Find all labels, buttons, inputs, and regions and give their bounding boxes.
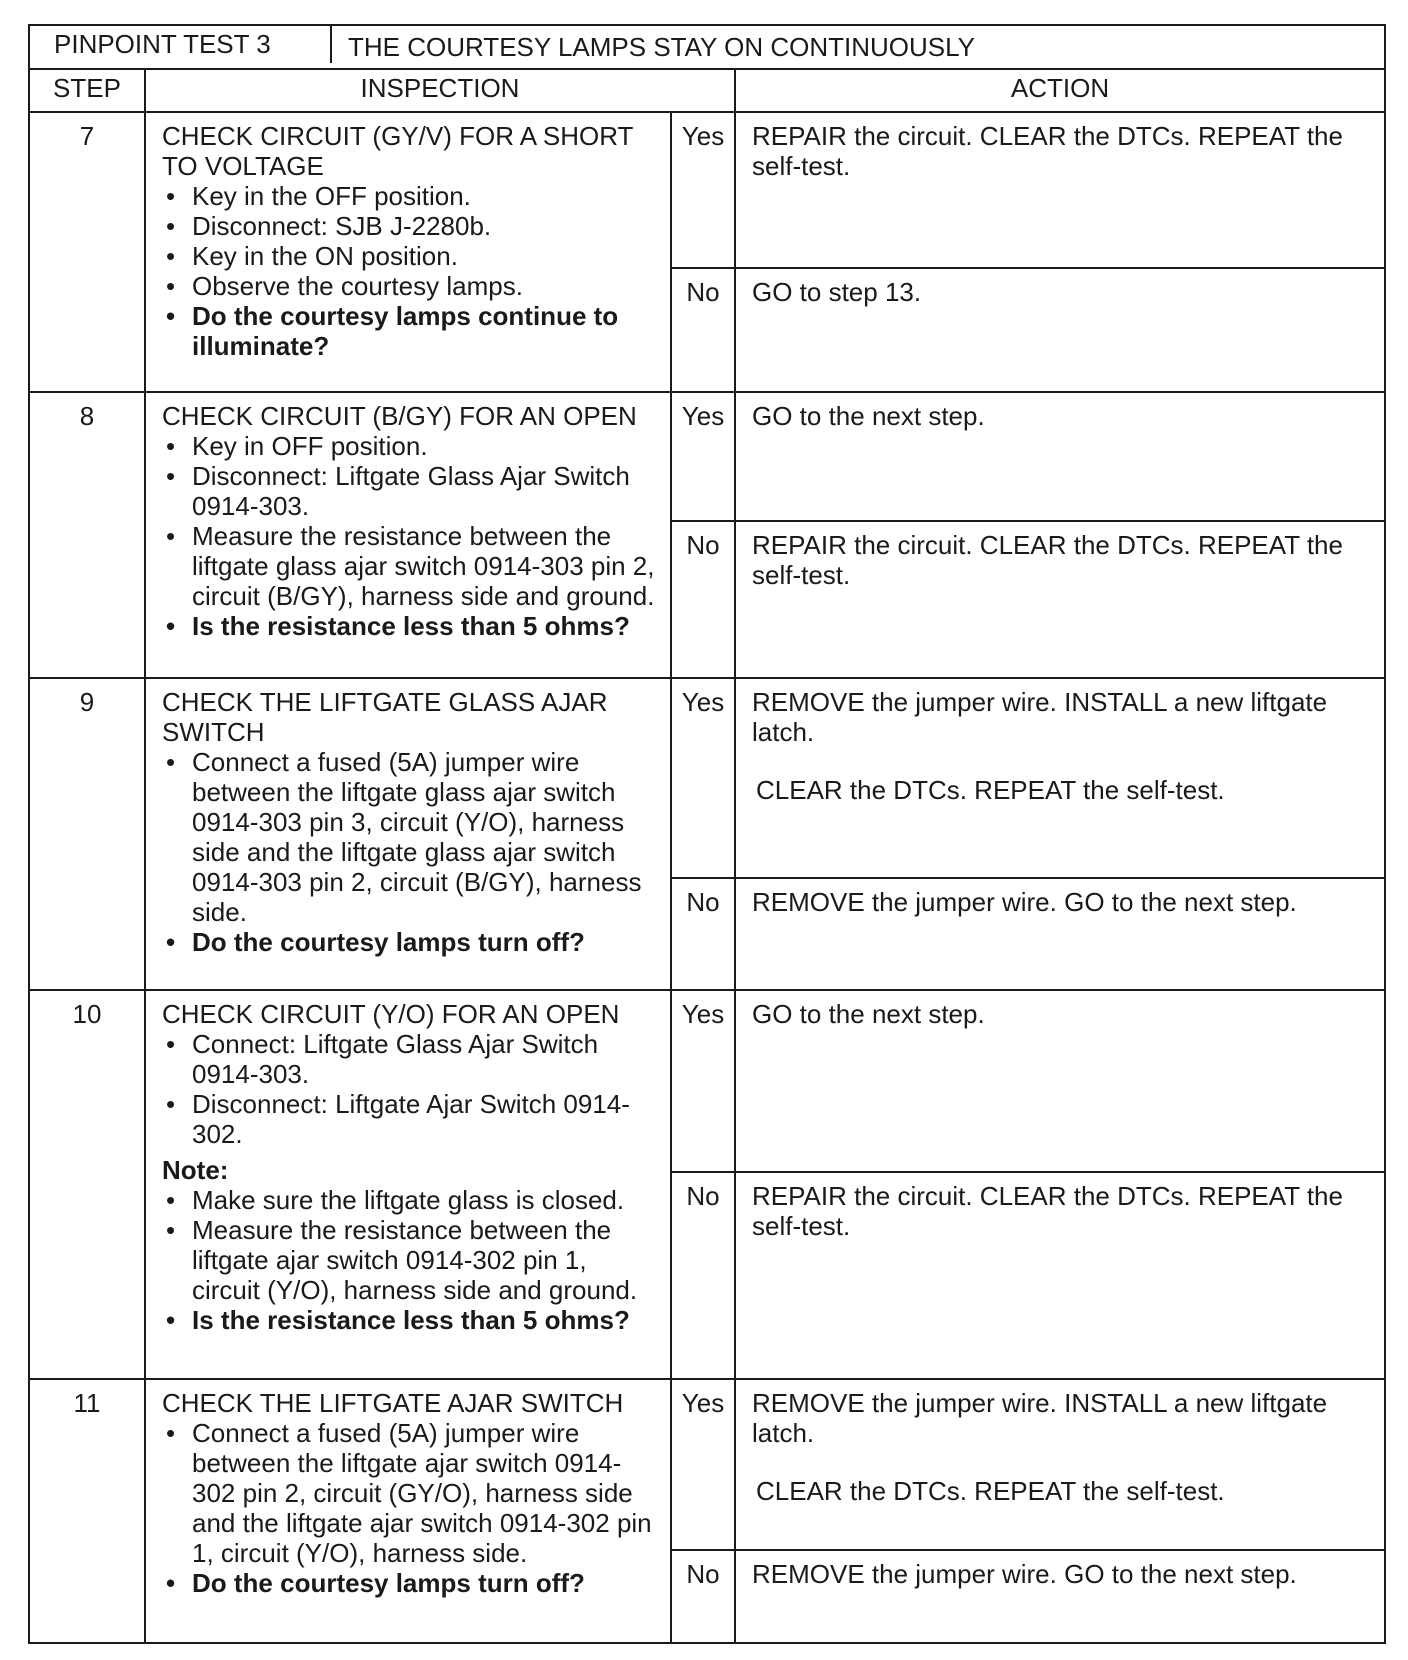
yes-action-cell: [735, 678, 1385, 879]
bullet-list: [162, 747, 656, 957]
bullet-list: [162, 431, 656, 641]
no-action: REMOVE the jumper wire. GO to the next step.: [735, 878, 1385, 990]
title-cell: [29, 25, 1385, 69]
inspection-cell: [145, 112, 671, 393]
step-question: • Is the resistance less than 5 ohms?: [162, 1305, 656, 1335]
no-label: No: [671, 1172, 735, 1379]
bullet-item: • Key in OFF position.: [162, 431, 656, 461]
step-number: 10: [29, 990, 145, 1379]
yes-label: Yes: [671, 990, 735, 1172]
step-row: [29, 678, 1385, 879]
bullet-item: • Disconnect: SJB J-2280b.: [162, 211, 656, 241]
action-header: ACTION: [735, 69, 1385, 111]
pinpoint-test-page: [28, 24, 1384, 1644]
inspection-cell: [145, 392, 671, 677]
no-action: GO to step 13.: [735, 268, 1385, 393]
test-number: PINPOINT TEST 3: [54, 25, 332, 63]
yes-action-cell: [735, 1379, 1385, 1550]
inspection-cell: [145, 678, 671, 991]
bullet-item: • Connect a fused (5A) jumper wire between the liftgate ajar switch 0914-302 pin 2, circuit (GY/O), harness side and the liftgate ajar switch 0914-302 pin 1, circuit (Y/O), harness side.: [162, 1418, 656, 1568]
no-action: REMOVE the jumper wire. GO to the next step.: [735, 1550, 1385, 1643]
yes-action: REMOVE the jumper wire. INSTALL a new liftgate latch.: [752, 686, 1328, 747]
bullet-list: [162, 1029, 656, 1149]
bullet-item: • Measure the resistance between the liftgate ajar switch 0914-302 pin 1, circuit (Y/O), harness side and ground.: [162, 1215, 656, 1305]
no-label: No: [671, 1550, 735, 1643]
yes-action-followup: CLEAR the DTCs. REPEAT the self-test.: [756, 1475, 1225, 1506]
no-action: REPAIR the circuit. CLEAR the DTCs. REPEAT the self-test.: [735, 521, 1385, 677]
step-question: • Do the courtesy lamps continue to illuminate?: [162, 301, 656, 361]
pinpoint-test-table: [28, 24, 1386, 1644]
note-label: Note:: [162, 1155, 229, 1186]
yes-action: GO to the next step.: [735, 392, 1385, 521]
step-heading: CHECK THE LIFTGATE GLASS AJAR SWITCH: [162, 686, 608, 747]
yes-label: Yes: [671, 678, 735, 879]
bullet-item: • Disconnect: Liftgate Glass Ajar Switch 0914-303.: [162, 461, 656, 521]
step-row: [29, 990, 1385, 1172]
yes-label: Yes: [671, 112, 735, 268]
no-label: No: [671, 521, 735, 677]
step-heading: CHECK CIRCUIT (B/GY) FOR AN OPEN: [162, 401, 637, 432]
step-number: 8: [29, 392, 145, 677]
inspection-header: INSPECTION: [145, 69, 735, 111]
yes-action-followup: CLEAR the DTCs. REPEAT the self-test.: [756, 774, 1225, 805]
yes-label: Yes: [671, 392, 735, 521]
no-action: REPAIR the circuit. CLEAR the DTCs. REPEAT the self-test.: [735, 1172, 1385, 1379]
inspection-cell: [145, 990, 671, 1379]
bullet-list: [162, 181, 656, 361]
inspection-cell: [145, 1379, 671, 1643]
title-row: [29, 25, 1385, 69]
step-heading: CHECK CIRCUIT (GY/V) FOR A SHORT TO VOLTAGE: [162, 120, 633, 181]
yes-action: REMOVE the jumper wire. INSTALL a new liftgate latch.: [752, 1387, 1328, 1448]
step-row: [29, 112, 1385, 268]
step-question: • Do the courtesy lamps turn off?: [162, 927, 656, 957]
bullet-item: • Key in the ON position.: [162, 241, 656, 271]
step-number: 11: [29, 1379, 145, 1643]
bullet-list: [162, 1185, 656, 1335]
test-title: THE COURTESY LAMPS STAY ON CONTINUOUSLY: [348, 32, 976, 62]
step-number: 9: [29, 678, 145, 991]
no-label: No: [671, 878, 735, 990]
step-question: • Is the resistance less than 5 ohms?: [162, 611, 656, 641]
step-row: [29, 392, 1385, 521]
step-question: • Do the courtesy lamps turn off?: [162, 1568, 656, 1598]
bullet-item: • Observe the courtesy lamps.: [162, 271, 656, 301]
step-heading: CHECK CIRCUIT (Y/O) FOR AN OPEN: [162, 999, 620, 1030]
step-number: 7: [29, 112, 145, 393]
bullet-list: [162, 1418, 656, 1598]
step-row: [29, 1379, 1385, 1550]
bullet-item: • Measure the resistance between the liftgate glass ajar switch 0914-303 pin 2, circuit (B/GY), harness side and ground.: [162, 521, 656, 611]
step-heading: CHECK THE LIFTGATE AJAR SWITCH: [162, 1387, 624, 1418]
yes-action: REPAIR the circuit. CLEAR the DTCs. REPEAT the self-test.: [735, 112, 1385, 268]
bullet-item: • Make sure the liftgate glass is closed.: [162, 1185, 656, 1215]
yes-action: GO to the next step.: [735, 990, 1385, 1172]
no-label: No: [671, 268, 735, 393]
bullet-item: • Disconnect: Liftgate Ajar Switch 0914-302.: [162, 1089, 656, 1149]
yes-label: Yes: [671, 1379, 735, 1550]
bullet-item: • Connect a fused (5A) jumper wire between the liftgate glass ajar switch 0914-303 pin 3, circuit (Y/O), harness side and the liftgate glass ajar switch 0914-303 pin 2, circuit (B/GY), harness side.: [162, 747, 656, 927]
header-row: [29, 69, 1385, 111]
bullet-item: • Connect: Liftgate Glass Ajar Switch 0914-303.: [162, 1029, 656, 1089]
step-header: STEP: [29, 69, 145, 111]
bullet-item: • Key in the OFF position.: [162, 181, 656, 211]
